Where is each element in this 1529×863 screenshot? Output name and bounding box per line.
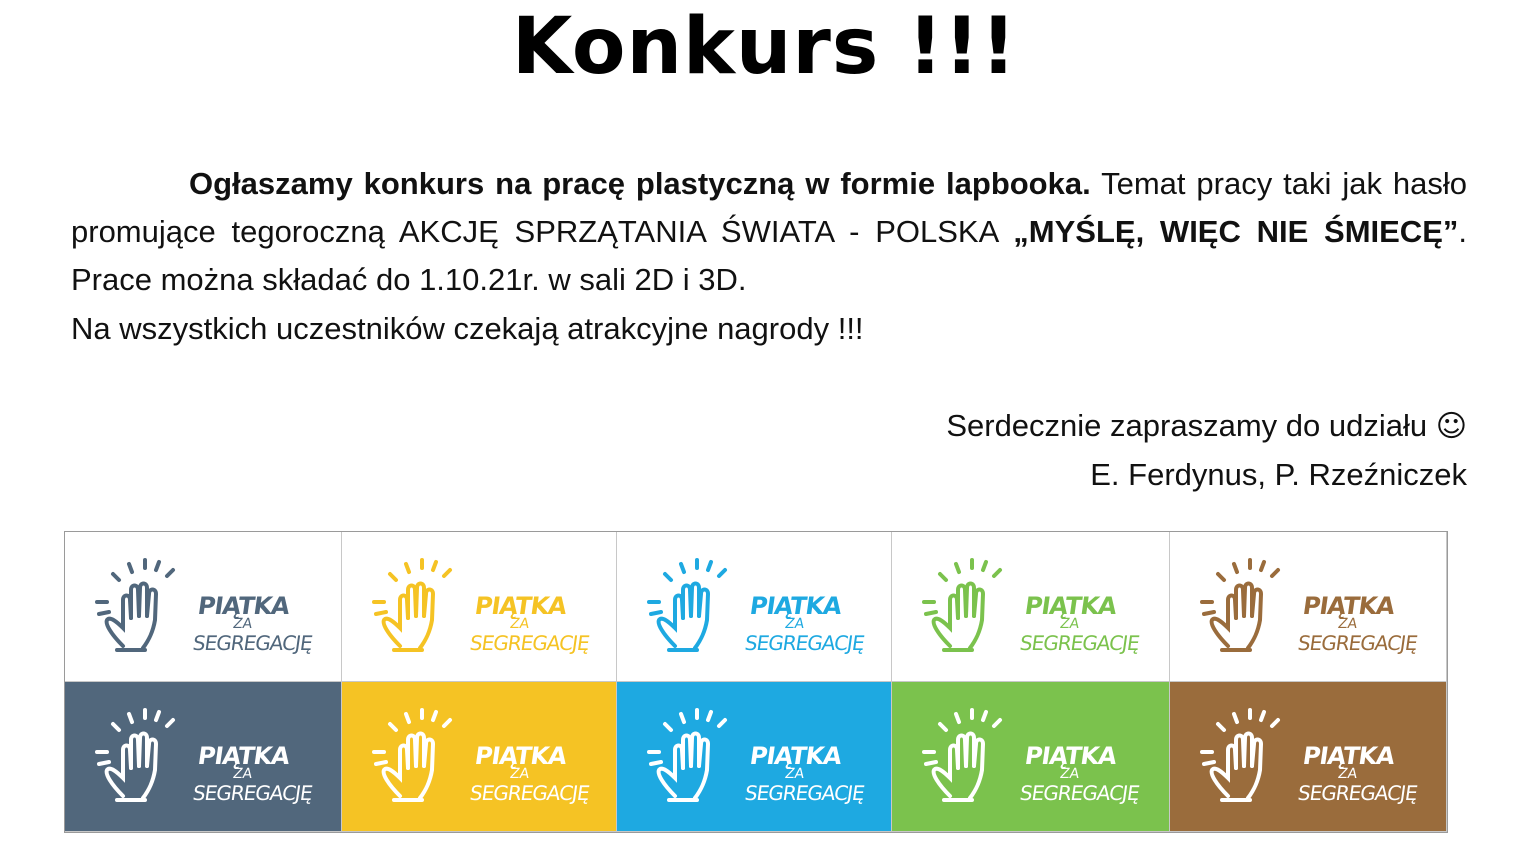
announcement-topic-text: Temat pracy taki jak hasło promujące tegoroczną AKCJĘ SPRZĄTANIA ŚWIATA - POLSKA bbox=[71, 166, 1467, 249]
authors-text: E. Ferdynus, P. Rzeźniczek bbox=[1090, 457, 1467, 492]
hand-icon bbox=[920, 704, 1030, 814]
prizes-text: Na wszystkich uczestników czekają atrakcyjne nagrody !!! bbox=[71, 311, 864, 346]
logo-text-line2: ZA bbox=[1336, 616, 1359, 632]
campaign-slogan: „MYŚLĘ, WIĘC NIE ŚMIECĘ” bbox=[1013, 214, 1459, 249]
logo-text-line1: PIĄTKA bbox=[748, 592, 843, 620]
logo-text-line3: SEGREGACJĘ bbox=[1296, 781, 1419, 805]
logo-text-line3: SEGREGACJĘ bbox=[191, 781, 314, 805]
logo-text-line3: SEGREGACJĘ bbox=[1018, 781, 1141, 805]
logo-text-line1: PIĄTKA bbox=[196, 592, 291, 620]
signature-block bbox=[946, 402, 1467, 499]
logo-tile bbox=[342, 682, 617, 832]
logo-text-line2: ZA bbox=[1058, 766, 1081, 782]
hand-icon bbox=[920, 554, 1030, 664]
logo-text-line1: PIĄTKA bbox=[748, 742, 843, 770]
logo-text-line2: ZA bbox=[1336, 766, 1359, 782]
hand-icon bbox=[1198, 704, 1308, 814]
announcement-paragraph bbox=[71, 160, 1467, 304]
smiley-icon: ☺ bbox=[1435, 409, 1467, 444]
logo-text-line3: SEGREGACJĘ bbox=[1018, 631, 1141, 655]
logo-tile bbox=[65, 532, 342, 682]
logo-text-line3: SEGREGACJĘ bbox=[1296, 631, 1419, 655]
hand-icon bbox=[93, 554, 203, 664]
logo-text-line3: SEGREGACJĘ bbox=[468, 631, 591, 655]
logo-text-line1: PIĄTKA bbox=[473, 742, 568, 770]
hand-icon bbox=[370, 554, 480, 664]
logo-text-line2: ZA bbox=[783, 616, 806, 632]
logo-tile bbox=[1170, 532, 1447, 682]
logo-text-line2: ZA bbox=[783, 766, 806, 782]
hand-icon bbox=[370, 704, 480, 814]
logo-text-line3: SEGREGACJĘ bbox=[743, 631, 866, 655]
logo-text-line1: PIĄTKA bbox=[1023, 592, 1118, 620]
logo-text-line3: SEGREGACJĘ bbox=[468, 781, 591, 805]
logo-tile bbox=[342, 532, 617, 682]
logo-text-line2: ZA bbox=[231, 766, 254, 782]
logo-text-line3: SEGREGACJĘ bbox=[191, 631, 314, 655]
logo-text-line2: ZA bbox=[231, 616, 254, 632]
logo-tile bbox=[1170, 682, 1447, 832]
logo-text-line2: ZA bbox=[508, 766, 531, 782]
logo-tile bbox=[65, 682, 342, 832]
hand-icon bbox=[645, 704, 755, 814]
page-title: Konkurs !!! bbox=[511, 2, 1018, 92]
invitation-text: Serdecznie zapraszamy do udziału bbox=[946, 408, 1428, 443]
logo-tile bbox=[892, 532, 1170, 682]
logo-grid bbox=[64, 531, 1448, 833]
logo-text-line1: PIĄTKA bbox=[1023, 742, 1118, 770]
logo-text-line1: PIĄTKA bbox=[1301, 592, 1396, 620]
logo-text-line1: PIĄTKA bbox=[473, 592, 568, 620]
logo-text-line1: PIĄTKA bbox=[196, 742, 291, 770]
logo-tile bbox=[617, 532, 892, 682]
logo-tile bbox=[617, 682, 892, 832]
submission-info: . Prace można składać do 1.10.21r. w sali 2D i 3D. bbox=[71, 214, 1467, 297]
logo-text-line2: ZA bbox=[1058, 616, 1081, 632]
hand-icon bbox=[645, 554, 755, 664]
logo-text-line3: SEGREGACJĘ bbox=[743, 781, 866, 805]
logo-text-line2: ZA bbox=[508, 616, 531, 632]
announcement-intro: Ogłaszamy konkurs na pracę plastyczną w formie lapbooka. bbox=[189, 166, 1091, 201]
hand-icon bbox=[93, 704, 203, 814]
hand-icon bbox=[1198, 554, 1308, 664]
logo-tile bbox=[892, 682, 1170, 832]
logo-text-line1: PIĄTKA bbox=[1301, 742, 1396, 770]
